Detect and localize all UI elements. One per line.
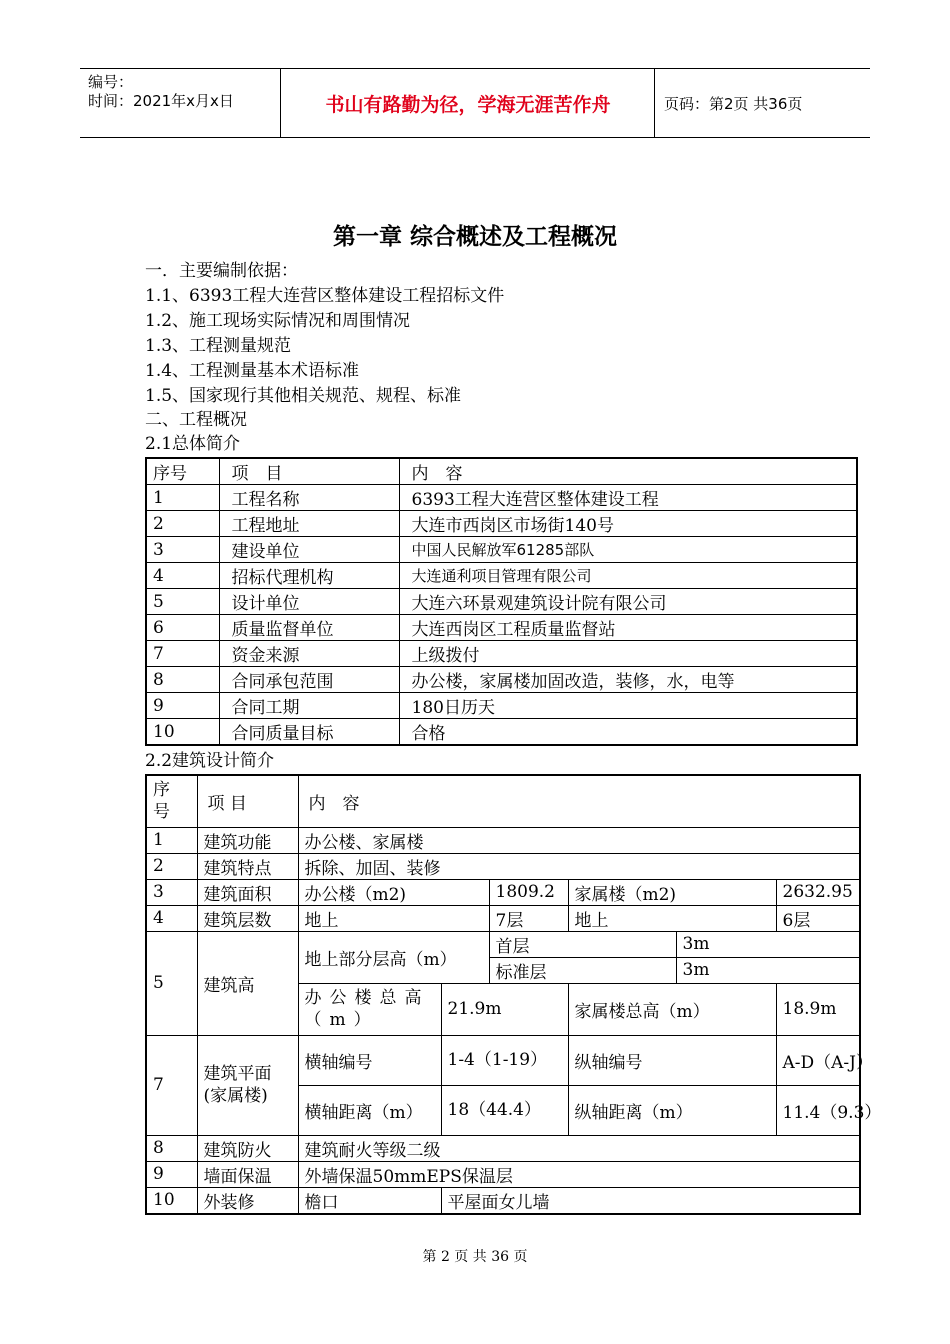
row-item: 建设单位 — [219, 537, 399, 563]
row-content: 大连市西岗区市场街140号 — [399, 511, 857, 537]
row-item: 墙面保温 — [197, 1161, 298, 1187]
row-no: 3 — [146, 879, 197, 905]
row-cell: 1-4（1-19） — [441, 1035, 568, 1085]
text-line: 1.5、国家现行其他相关规范、规程、标准 — [145, 386, 462, 406]
table-row — [146, 615, 857, 641]
text-line: 二、工程概况 — [145, 410, 247, 430]
section-heading: 2.1总体简介 — [145, 434, 241, 454]
header-page-label: 页码：第2页 共36页 — [664, 94, 803, 113]
row-cell: 6层 — [776, 905, 860, 931]
header-motto: 书山有路勤为径，学海无涯苦作舟 — [325, 93, 611, 116]
row-item: 建筑防火 — [197, 1135, 298, 1161]
row-cell: 地上部分层高（m） — [298, 931, 489, 983]
table-row — [146, 879, 860, 905]
row-no: 9 — [146, 1161, 197, 1187]
table-row — [146, 853, 860, 879]
row-cell: 1809.2 — [489, 879, 568, 905]
row-no: 9 — [146, 693, 219, 719]
overview-table — [145, 457, 858, 746]
row-no: 8 — [146, 1135, 197, 1161]
row-cell: 纵轴距离（m） — [568, 1085, 776, 1135]
row-content: 合格 — [399, 719, 857, 746]
row-no: 2 — [146, 511, 219, 537]
row-content: 办公楼、家属楼 — [298, 827, 860, 853]
row-no: 4 — [146, 563, 219, 589]
table-row — [146, 485, 857, 511]
row-cell: 首层 — [489, 931, 676, 957]
row-item: 建筑层数 — [197, 905, 298, 931]
page-footer: 第 2 页 共 36 页 — [422, 1249, 528, 1265]
table-header-cell: 项 目 — [197, 775, 298, 827]
table-row — [146, 563, 857, 589]
row-cell: 办公楼（m2) — [298, 879, 489, 905]
row-no: 8 — [146, 667, 219, 693]
table-row — [146, 1035, 860, 1085]
table-row — [146, 719, 857, 746]
row-no: 7 — [146, 1035, 197, 1135]
row-cell: 21.9m — [441, 983, 568, 1035]
row-no: 6 — [146, 615, 219, 641]
row-cell: 地上 — [568, 905, 776, 931]
table-header-cell: 内 容 — [298, 775, 860, 827]
number-label: 编号： — [88, 73, 134, 91]
table-row — [146, 1135, 860, 1161]
row-item: 合同工期 — [219, 693, 399, 719]
table-row — [146, 641, 857, 667]
row-cell: A-D（A-J） — [776, 1035, 860, 1085]
table-row — [146, 667, 857, 693]
table-header-row — [146, 775, 860, 827]
table-row — [146, 1161, 860, 1187]
row-no: 1 — [146, 827, 197, 853]
table-row — [146, 905, 860, 931]
row-cell: 平屋面女儿墙 — [441, 1187, 860, 1214]
row-content: 办公楼，家属楼加固改造，装修，水，电等 — [399, 667, 857, 693]
table-row — [146, 511, 857, 537]
header-divider — [280, 69, 281, 137]
table-row — [146, 693, 857, 719]
row-no: 5 — [146, 931, 197, 1035]
row-cell: 3m — [676, 931, 860, 957]
row-cell: 纵轴编号 — [568, 1035, 776, 1085]
table-row — [146, 1187, 860, 1214]
row-cell: 2632.95 — [776, 879, 860, 905]
row-content: 大连六环景观建筑设计院有限公司 — [399, 589, 857, 615]
row-no: 3 — [146, 537, 219, 563]
text-line: 一．主要编制依据： — [145, 261, 298, 281]
row-item: 建筑高 — [197, 931, 298, 1035]
row-content: 大连西岗区工程质量监督站 — [399, 615, 857, 641]
row-content: 大连通利项目管理有限公司 — [399, 563, 857, 589]
row-cell: 18（44.4） — [441, 1085, 568, 1135]
row-item: 工程名称 — [219, 485, 399, 511]
row-no: 5 — [146, 589, 219, 615]
row-cell: 11.4（9.3） — [776, 1085, 860, 1135]
page-header — [80, 68, 870, 138]
row-item: 设计单位 — [219, 589, 399, 615]
table-row — [146, 589, 857, 615]
row-no: 10 — [146, 719, 219, 746]
text-line: 1.2、施工现场实际情况和周围情况 — [145, 311, 411, 331]
row-no: 2 — [146, 853, 197, 879]
row-content: 6393工程大连营区整体建设工程 — [399, 485, 857, 511]
row-cell: 檐口 — [298, 1187, 441, 1214]
row-cell: 标准层 — [489, 957, 676, 983]
design-table — [145, 774, 882, 1215]
header-divider — [654, 69, 655, 137]
header-meta — [88, 73, 234, 111]
row-no: 1 — [146, 485, 219, 511]
table-row — [146, 827, 860, 853]
table-header-cell: 序号 — [146, 775, 197, 827]
table-header-cell: 内 容 — [399, 458, 857, 485]
row-item: 工程地址 — [219, 511, 399, 537]
row-item: 合同承包范围 — [219, 667, 399, 693]
row-item: 建筑面积 — [197, 879, 298, 905]
row-content: 180日历天 — [399, 693, 857, 719]
time-label: 时间：2021年x月x日 — [88, 92, 234, 110]
row-cell: 18.9m — [776, 983, 860, 1035]
section-heading: 2.2建筑设计简介 — [145, 751, 275, 771]
row-content: 上级拨付 — [399, 641, 857, 667]
text-line: 1.3、工程测量规范 — [145, 336, 292, 356]
row-cell: 家属楼总高（m） — [568, 983, 776, 1035]
table-header-cell: 序号 — [146, 458, 219, 485]
row-cell: 横轴编号 — [298, 1035, 441, 1085]
table-row — [146, 931, 860, 957]
row-item: 建筑功能 — [197, 827, 298, 853]
row-no: 10 — [146, 1187, 197, 1214]
row-item: 资金来源 — [219, 641, 399, 667]
row-no: 7 — [146, 641, 219, 667]
table-row — [146, 537, 857, 563]
text-line: 1.4、工程测量基本术语标准 — [145, 361, 360, 381]
row-item: 招标代理机构 — [219, 563, 399, 589]
row-cell: 横轴距离（m） — [298, 1085, 441, 1135]
row-cell: 家属楼（m2) — [568, 879, 776, 905]
row-content: 拆除、加固、装修 — [298, 853, 860, 879]
row-no: 4 — [146, 905, 197, 931]
row-cell: 3m — [676, 957, 860, 983]
row-item: 外装修 — [197, 1187, 298, 1214]
row-cell: 办公楼总高（m） — [298, 983, 441, 1035]
chapter-title: 第一章 综合概述及工程概况 — [332, 224, 617, 250]
row-item: 建筑特点 — [197, 853, 298, 879]
row-content: 中国人民解放军61285部队 — [399, 537, 857, 563]
row-content: 外墙保温50mmEPS保温层 — [298, 1161, 860, 1187]
row-item: 质量监督单位 — [219, 615, 399, 641]
table-header-row — [146, 458, 857, 485]
text-line: 1.1、6393工程大连营区整体建设工程招标文件 — [145, 286, 505, 306]
row-cell: 地上 — [298, 905, 489, 931]
row-content: 建筑耐火等级二级 — [298, 1135, 860, 1161]
row-item: 合同质量目标 — [219, 719, 399, 746]
table-header-cell: 项 目 — [219, 458, 399, 485]
row-item: 建筑平面(家属楼) — [197, 1035, 298, 1135]
row-cell: 7层 — [489, 905, 568, 931]
